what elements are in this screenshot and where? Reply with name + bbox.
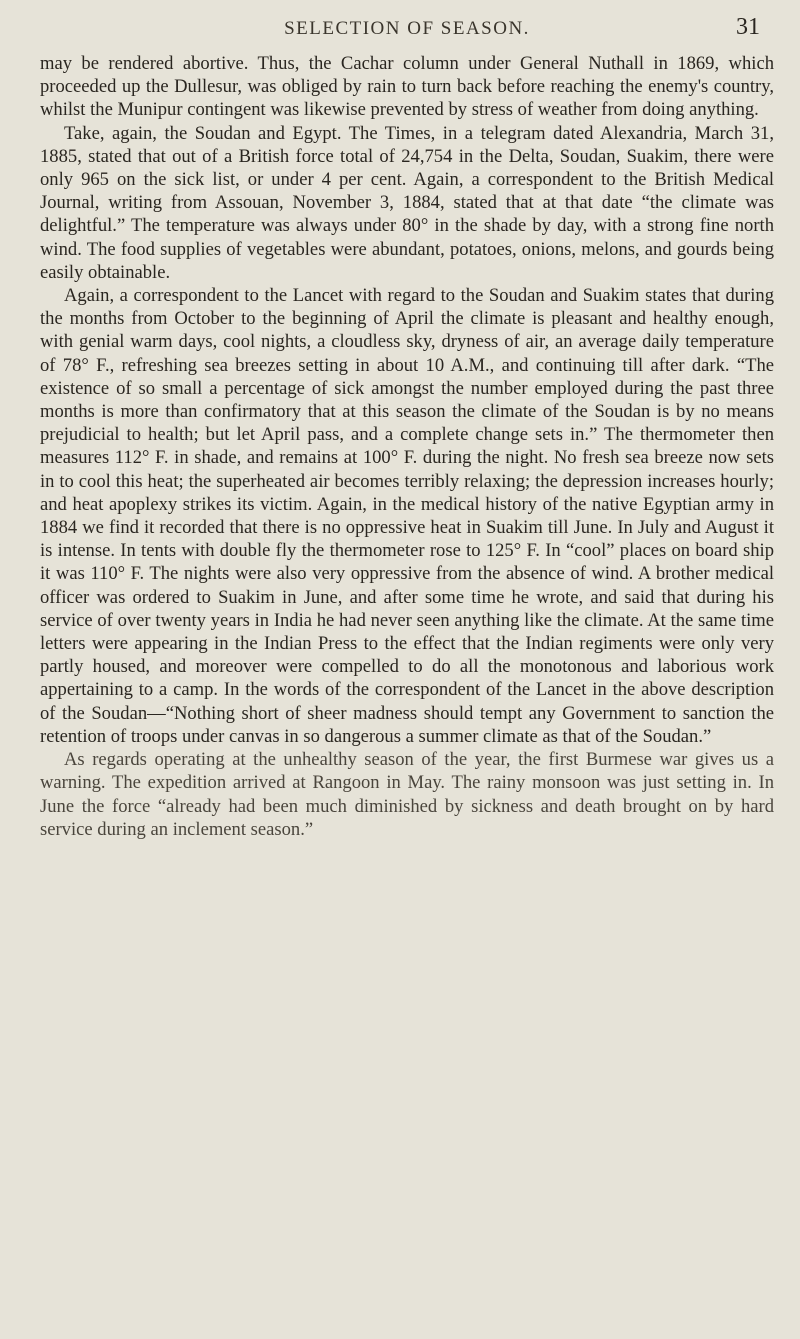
paragraph-1: may be rendered abortive. Thus, the Cachar column under General Nuthall in 1869, which proceeded up the Dullesur, was obliged by rain to turn back before reaching the enemy's country, whilst the Munipur contingent was likewise prevented by stress of weather from doing anything. [40,53,774,121]
body-text [40,52,774,841]
paragraph-2: Take, again, the Soudan and Egypt. The Times, in a telegram dated Alexandria, March 31, 1885, stated that out of a British force total of 24,754 in the Delta, Soudan, Suakim, there were only 965 on the sick list, or under 4 per cent. Again, a correspondent to the British Medical Journal, writing from Assouan, November 3, 1884, stated that at that date “the climate was delightful.” The temperature was always under 80° in the shade by day, with a strong fine north wind. The food supplies of vegetables were abundant, potatoes, onions, melons, and gourds being easily obtainable. [40,122,774,283]
running-title: SELECTION OF SEASON. [284,18,530,39]
running-head [40,14,774,48]
paragraph-3: Again, a correspondent to the Lancet with regard to the Soudan and Suakim states that during the months from October to the beginning of April the climate is pleasant and healthy enough, with genial warm days, cool nights, a cloudless sky, dryness of air, an average daily temperature of 78° F., refreshing sea breezes setting in about 10 A.M., and continuing till after dark. “The existence of so small a percentage of sick amongst the number employed during the past three months is more than confirmatory that at this season the climate of the Soudan is by no means prejudicial to health; but let April pass, and a complete change sets in.” The thermometer then measures 112° F. in shade, and remains at 100° F. during the night. No fresh sea breeze now sets in to cool this heat; the superheated air becomes terribly relaxing; the depression increases hourly; and heat apoplexy strikes its victim. Again, in the medical history of the native Egyptian army in 1884 we find it recorded that there is no oppressive heat in Suakim till June. In July and August it is intense. In tents with double fly the thermometer rose to 125° F. In “cool” places on board ship it was 110° F. The nights were also very oppressive from the absence of wind. A brother medical officer was ordered to Suakim in June, and after some time he wrote, and said that during his service of over twenty years in India he had never seen anything like the climate. At the same time letters were appearing in the Indian Press to the effect that the Indian regiments were only very partly housed, and moreover were compelled to do all the monotonous and laborious work appertaining to a camp. In the words of the correspondent of the Lancet in the above description of the Soudan—“Nothing short of sheer madness should tempt any Government to sanction the retention of troops under canvas in so dangerous a summer climate as that of the Soudan.” [40,285,774,747]
page-number: 31 [736,14,760,40]
paragraph-4: As regards operating at the unhealthy season of the year, the first Burmese war gives us a warning. The expedition arrived at Rangoon in May. The rainy monsoon was just setting in. In June the force “already had been much diminished by sickness and death brought on by hard service during an inclement season.” [40,749,774,840]
